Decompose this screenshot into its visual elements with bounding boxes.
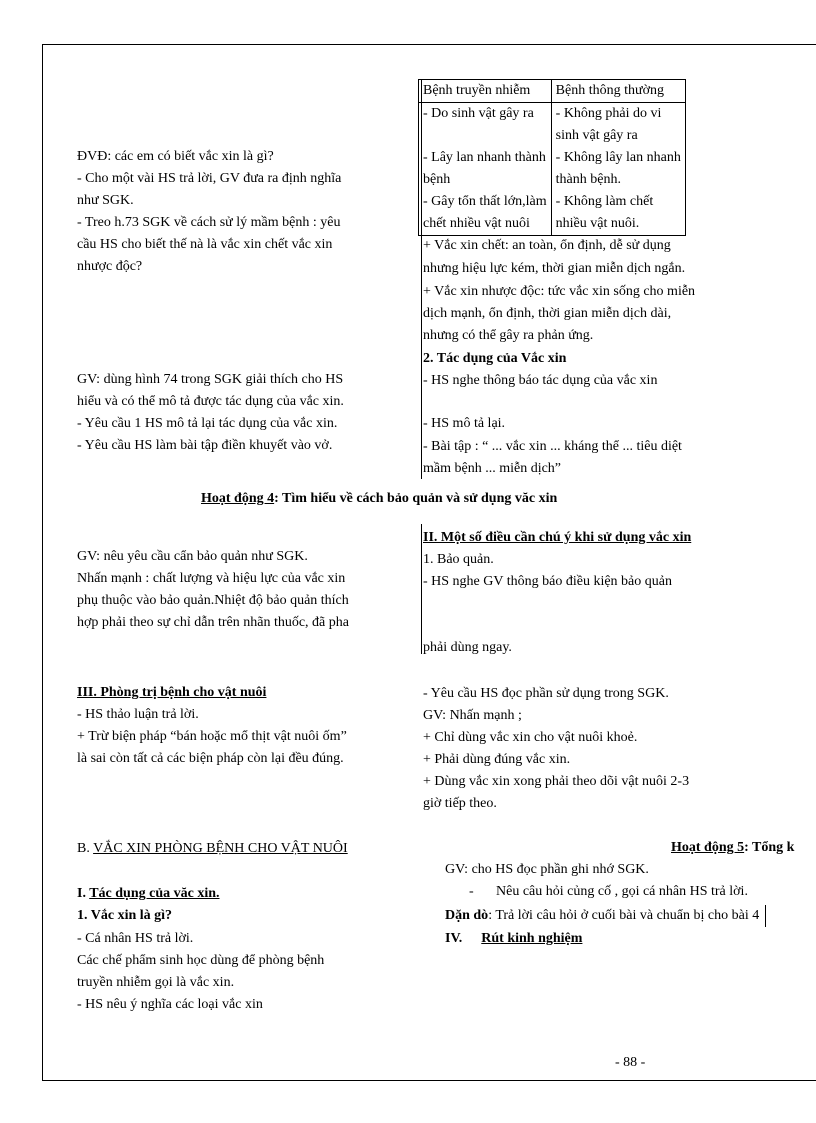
text-line: - HS mô tả lại.: [423, 416, 506, 431]
activity-heading: [671, 837, 794, 859]
text-line: - Treo h.73 SGK về cách sử lý mầm bệnh : yêu: [77, 215, 341, 230]
heading-prefix: I.: [77, 886, 90, 901]
text-line: Nêu câu hỏi củng cố , gọi cá nhân HS trả lời.: [496, 884, 748, 899]
table-cell: bệnh: [419, 169, 552, 191]
table-header: Bệnh truyền nhiễm: [419, 80, 552, 103]
text-line: - Yêu cầu HS đọc phần sử dụng trong SGK.: [423, 686, 669, 701]
text-line: nhưng có thể gây ra phản ứng.: [423, 328, 594, 343]
text-line: - Cá nhân HS trả lời.: [77, 931, 194, 946]
text-line: Các chế phẩm sinh học dùng để phòng bệnh: [77, 953, 325, 968]
text-cursor-line: [765, 905, 766, 927]
comparison-table: [418, 79, 686, 236]
text-line: phải dùng ngay.: [423, 640, 512, 655]
heading-title: VẮC XIN PHÒNG BỆNH CHO VẬT NUÔI: [93, 841, 348, 856]
table-cell: - Không làm chết: [551, 191, 685, 213]
table-row: [419, 147, 686, 169]
table-header: Bệnh thông thường: [551, 80, 685, 103]
section-heading: [77, 883, 220, 905]
table-header-row: [419, 80, 686, 103]
text-line: - HS nghe thông báo tác dụng của vắc xin: [423, 373, 658, 388]
text-line: + Vắc xin chết: an toàn, ổn định, dễ sử dụng: [423, 238, 671, 253]
activity-text: : Tổng k: [744, 840, 795, 855]
table-cell: thành bệnh.: [551, 169, 685, 191]
text-line: - HS thảo luận trả lời.: [77, 707, 199, 722]
text-line: + Vắc xin nhược độc: tức vắc xin sống cho miễn: [423, 284, 696, 299]
text-line: phụ thuộc vào bảo quản.Nhiệt độ bảo quản thích: [77, 593, 349, 608]
bullet-dash: -: [469, 884, 474, 899]
table-cell: - Do sinh vật gây ra: [419, 103, 552, 126]
section-heading: [445, 928, 582, 950]
text-line: GV: dùng hình 74 trong SGK giải thích cho HS: [77, 372, 344, 387]
text-line: + Dùng vắc xin xong phải theo dõi vật nuôi 2-3: [423, 774, 690, 789]
text-line: mầm bệnh ... miễn dịch”: [423, 461, 562, 476]
table-cell: chết nhiều vật nuôi: [419, 213, 552, 236]
text-line: - Bài tập : “ ... vắc xin ... kháng thể ... tiêu diệt: [423, 439, 682, 454]
text-line: - Yêu cầu 1 HS mô tả lại tác dụng của vắc xin.: [77, 416, 338, 431]
activity-heading: [201, 488, 557, 510]
text-line: - HS nghe GV thông báo điều kiện bảo quản: [423, 574, 672, 589]
activity-label: Hoạt động 4: [201, 491, 275, 506]
text-line: giờ tiếp theo.: [423, 796, 497, 811]
text-line: + Phải dùng đúng vắc xin.: [423, 752, 571, 767]
text: : Trả lời câu hỏi ở cuối bài và chuẩn bị cho bài 4: [488, 908, 760, 923]
section-heading: [77, 838, 348, 860]
table-row: [419, 103, 686, 126]
table-row: [419, 125, 686, 147]
text-line: GV: Nhấn mạnh ;: [423, 708, 522, 723]
table-cell: - Không phải do vi: [551, 103, 685, 126]
text-line: ĐVĐ: các em có biết vắc xin là gì?: [77, 149, 274, 164]
heading-title: Tác dụng của văc xin.: [89, 886, 220, 901]
sub-heading: 1. Vắc xin là gì?: [77, 908, 173, 923]
heading-number: IV.: [445, 931, 463, 946]
text-line: cầu HS cho biết thế nà là vắc xin chết vắc xin: [77, 237, 333, 252]
table-cell: - Lây lan nhanh thành: [419, 147, 552, 169]
table-cell: - Gây tổn thất lớn,làm: [419, 191, 552, 213]
text-line: - Cho một vài HS trả lời, GV đưa ra định nghĩa: [77, 171, 342, 186]
text-line: - HS nêu ý nghĩa các loại vắc xin: [77, 997, 263, 1012]
text-line: là sai còn tất cả các biện pháp còn lại đều đúng.: [77, 751, 344, 766]
text-line: [445, 905, 759, 927]
activity-text: : Tìm hiểu về cách bảo quản và sử dụng văc xin: [274, 491, 558, 506]
table-row: [419, 191, 686, 213]
text-line: GV: nêu yêu cầu cẩn bảo quản như SGK.: [77, 549, 308, 564]
text-line: nhưng hiệu lực kém, thời gian miễn dịch ngắn.: [423, 261, 686, 276]
text-line: Nhấn mạnh : chất lượng và hiệu lực của vắc xin: [77, 571, 346, 586]
table-cell: - Không lây lan nhanh: [551, 147, 685, 169]
text-line: hợp phải theo sự chỉ dẫn trên nhãn thuốc, đã pha: [77, 615, 349, 630]
section-heading: III. Phòng trị bệnh cho vật nuôi: [77, 685, 267, 700]
table-cell: [419, 125, 552, 147]
heading-title: Rút kinh nghiệm: [481, 931, 583, 946]
table-cell: nhiều vật nuôi.: [551, 213, 685, 236]
label: Dặn dò: [445, 908, 489, 923]
table-row: [419, 213, 686, 236]
table-row: [419, 169, 686, 191]
text-line: 1. Bảo quản.: [423, 552, 494, 567]
text-line: - Yêu cầu HS làm bài tập điền khuyết vào vở.: [77, 438, 333, 453]
text-line: + Chỉ dùng vắc xin cho vật nuôi khoẻ.: [423, 730, 638, 745]
section-heading: II. Một số điều cần chú ý khi sử dụng vắc xin: [423, 530, 692, 545]
text-line: dịch mạnh, ổn định, thời gian miễn dịch dài,: [423, 306, 672, 321]
text-line: hiểu và có thể mô tả được tác dụng của vắc xin.: [77, 394, 344, 409]
heading-prefix: B.: [77, 841, 94, 856]
text-line: GV: cho HS đọc phần ghi nhớ SGK.: [445, 862, 649, 877]
table-cell: sinh vật gây ra: [551, 125, 685, 147]
activity-label: Hoạt động 5: [671, 840, 745, 855]
text-line: nhược độc?: [77, 259, 143, 274]
text-line: truyền nhiễm gọi là vắc xin.: [77, 975, 235, 990]
page-number: - 88 -: [615, 1055, 646, 1070]
text-line: + Trừ biện pháp “bán hoặc mổ thịt vật nuôi ốm”: [77, 729, 347, 744]
section-heading: 2. Tác dụng của Vắc xin: [423, 351, 567, 366]
column-separator-mid: [421, 524, 422, 654]
text-line: như SGK.: [77, 193, 134, 208]
